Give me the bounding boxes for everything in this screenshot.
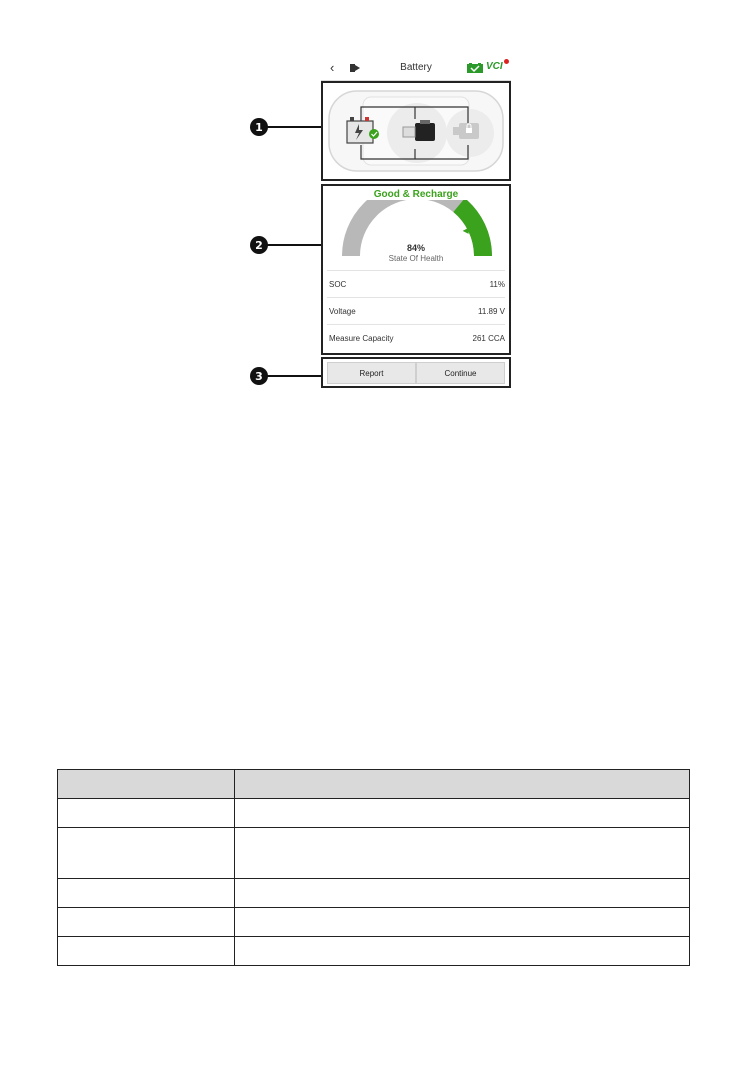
- row-value: 261 CCA: [472, 334, 505, 343]
- callout-3-leader: [266, 375, 322, 377]
- table-header: [58, 770, 235, 799]
- callout-1-leader: [266, 126, 322, 128]
- report-button[interactable]: Report: [327, 362, 416, 384]
- battery-icon: [347, 117, 373, 143]
- callout-2: 2: [250, 236, 268, 254]
- row-label: SOC: [329, 280, 347, 289]
- top-bar: [321, 56, 511, 81]
- table-row: [58, 799, 690, 828]
- table-row: [58, 828, 690, 879]
- continue-button[interactable]: Continue: [416, 362, 505, 384]
- health-label: State Of Health: [388, 254, 444, 263]
- table-row: [58, 879, 690, 908]
- vehicle-diagram-panel: [321, 81, 511, 181]
- back-icon[interactable]: ‹: [330, 60, 335, 75]
- row-value: 11.89 V: [478, 307, 505, 316]
- page-title: Battery: [400, 62, 432, 73]
- health-percent: 84%: [406, 243, 425, 253]
- action-bar: [321, 357, 511, 388]
- table-cell: [235, 937, 690, 966]
- row-value: 11%: [489, 280, 505, 289]
- table-row: [58, 908, 690, 937]
- table-header: [235, 770, 690, 799]
- table-cell: [58, 799, 235, 828]
- table-cell: [58, 828, 235, 879]
- table-header-row: [58, 770, 690, 799]
- table-cell: [58, 908, 235, 937]
- table-cell: [235, 828, 690, 879]
- battery-status-icon: [467, 63, 483, 73]
- result-row-capacity: [327, 324, 505, 352]
- row-label: Measure Capacity: [329, 334, 394, 343]
- callout-2-leader: [266, 244, 322, 246]
- table-cell: [58, 937, 235, 966]
- table-cell: [235, 879, 690, 908]
- callout-1: 1: [250, 118, 268, 136]
- description-table: [57, 769, 690, 966]
- callout-3: 3: [250, 367, 268, 385]
- table-cell: [58, 879, 235, 908]
- battery-ok-icon: [369, 129, 379, 139]
- table-row: [58, 937, 690, 966]
- table-cell: [235, 908, 690, 937]
- vehicle-diagram: [323, 83, 509, 179]
- result-panel: [321, 184, 511, 355]
- vci-alert-icon: [504, 59, 509, 64]
- health-gauge-marker: [463, 228, 469, 234]
- table-cell: [235, 799, 690, 828]
- result-row-soc: [327, 270, 505, 298]
- battery-status: Good & Recharge: [373, 189, 459, 200]
- vci-status: VCI: [486, 61, 503, 72]
- device-screen: [321, 56, 511, 388]
- row-label: Voltage: [329, 307, 356, 316]
- result-row-voltage: [327, 297, 505, 325]
